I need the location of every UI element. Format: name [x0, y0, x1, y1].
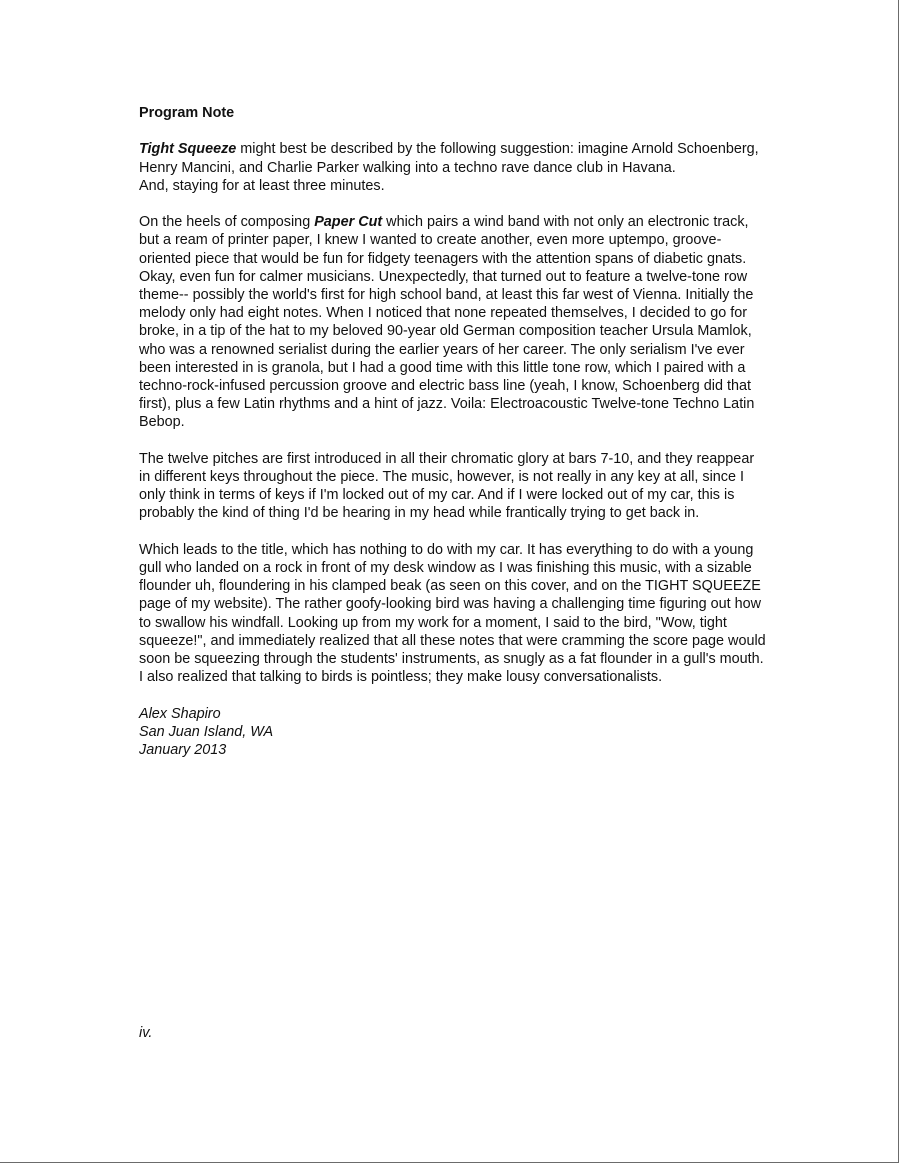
- page-title: Program Note: [139, 105, 235, 121]
- author-name: Alex Shapiro: [139, 705, 221, 722]
- signature-block: [139, 705, 769, 760]
- paragraph-composition-before: On the heels of composing: [139, 214, 315, 231]
- piece-title-paper-cut: Paper Cut: [314, 214, 383, 231]
- paragraph-pitches: The twelve pitches are first introduced in all their chromatic glory at bars 7-10, and they reappear in different keys throughout the piece. The music, however, is not really in any key at all, since I only think in terms of keys if I'm locked out of my car. And if I were locked out of my car, this is probably the kind of thing I'd be hearing in my head while frantically trying to get back in.: [139, 450, 755, 522]
- piece-title-tight-squeeze: Tight Squeeze: [139, 141, 237, 158]
- program-note-body: [139, 104, 769, 759]
- author-date: January 2013: [139, 742, 227, 759]
- author-location: San Juan Island, WA: [139, 723, 274, 740]
- paragraph-intro-line2: And, staying for at least three minutes.: [139, 177, 385, 194]
- paragraph-intro-text: might best be described by the following suggestion: imagine Arnold Schoenberg, Henry Mancini, and Charlie Parker walking into a techno rave dance club in Havana.: [139, 141, 759, 176]
- paragraph-composition-after: which pairs a wind band with not only an electronic track, but a ream of printer paper, I knew I wanted to create another, even more uptempo, groove-oriented piece that would be fun for fidgety teenagers with the attention spans of diabetic gnats. Okay, even fun for calmer musicians. Unexpectedly, that turned out to feature a twelve-tone row theme-- possibly the world's first for high school band, at least this far west of Vienna. Initially the melody only had eight notes. When I noticed that none repeated themselves, I decided to go for broke, in a tip of the hat to my beloved 90-year old German composition teacher Ursula Mamlok, who was a renowned serialist during the earlier years of her career. The only serialism I've ever been interested in is granola, but I had a good time with this little tone row, which I paired with a techno-rock-infused percussion groove and electric bass line (yeah, I know, Schoenberg did that first), plus a few Latin rhythms and a hint of jazz. Voila: Electroacoustic Twelve-tone Techno Latin Bebop.: [139, 214, 755, 431]
- page-number: iv.: [139, 1025, 153, 1041]
- paragraph-intro: [139, 140, 769, 195]
- paragraph-composition: [139, 213, 769, 431]
- paragraph-title-origin: Which leads to the title, which has nothing to do with my car. It has everything to do with a young gull who landed on a rock in front of my desk window as I was finishing this music, with a sizable flounder uh, floundering in his clamped beak (as seen on this cover, and on the TIGHT SQUEEZE page of my website). The rather goofy-looking bird was having a challenging time figuring out how to swallow his windfall. Looking up from my work for a moment, I said to the bird, "Wow, tight squeeze!", and immediately realized that all these notes that were cramming the score page would soon be squeezing through the students' instruments, as snugly as a fat flounder in a gull's mouth. I also realized that talking to birds is pointless; they make lousy conversationalists.: [139, 541, 766, 686]
